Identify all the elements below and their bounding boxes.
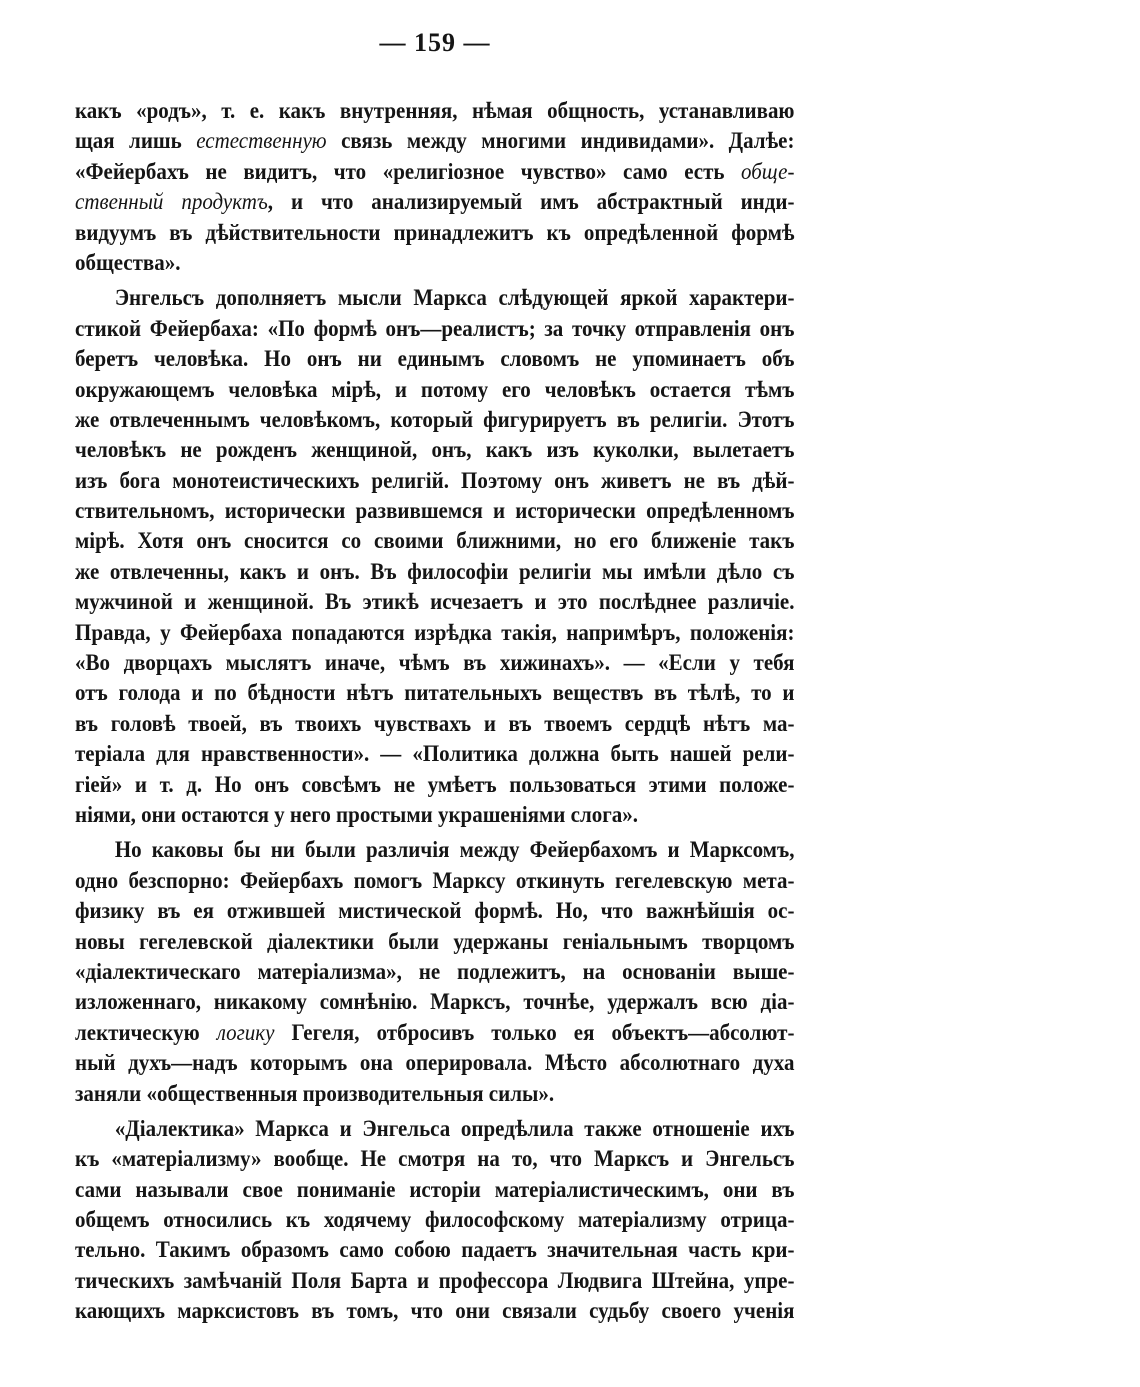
text-line <box>75 987 794 1017</box>
text-line <box>75 218 794 248</box>
text-line <box>75 405 794 435</box>
text-line <box>75 800 794 830</box>
text-line <box>75 1048 794 1078</box>
text-segment: ный духъ—надъ которымъ она оперировала. Мѣсто абсолютнаго духа <box>75 1050 795 1077</box>
text-line <box>75 1296 794 1326</box>
text-segment: Но каковы бы ни были различія между Фейербахомъ и Марксомъ, <box>114 837 795 864</box>
text-line <box>75 344 794 374</box>
text-line <box>75 1144 794 1174</box>
text-segment: ствительномъ, исторически развившемся и исторически опредѣленномъ <box>75 498 795 525</box>
text-line <box>75 526 794 556</box>
text-segment: «Фейербахъ не видитъ, что «религіозное чувство» само есть <box>75 158 742 185</box>
text-segment: же отвлеченнымъ человѣкомъ, который фигурируетъ въ религіи. Этотъ <box>75 406 795 433</box>
text-line <box>75 187 794 217</box>
text-line <box>75 496 794 526</box>
text-segment: беретъ человѣка. Но онъ ни единымъ словомъ не упоминаетъ объ <box>75 346 795 373</box>
text-segment: одно безспорно: Фейербахъ помогъ Марксу откинуть гегелевскую мета- <box>75 867 795 894</box>
text-line <box>75 1266 794 1296</box>
italic-text: естественную <box>196 128 327 155</box>
text-segment: сами называли свое пониманіе исторіи матеріалистическимъ, они въ <box>75 1176 795 1203</box>
text-line <box>75 248 794 278</box>
text-segment: ніями, они остаются у него простыми украшеніями слога». <box>75 801 638 828</box>
body-text <box>75 96 795 1327</box>
text-segment: теріала для нравственности». — «Политика должна быть нашей рели- <box>75 741 795 768</box>
text-line <box>75 957 794 987</box>
text-line <box>75 283 794 313</box>
text-line <box>75 835 794 865</box>
text-segment: какъ «родъ», т. е. какъ внутренняя, нѣмая общность, устанавливаю <box>75 98 795 124</box>
text-segment: видуумъ въ дѣйствительности принадлежитъ къ опредѣленной формѣ <box>75 219 795 246</box>
text-segment: Гегеля, отбросивъ только ея объектъ—абсолют- <box>274 1019 795 1046</box>
text-segment: общемъ относились къ ходячему философскому матеріализму отрица- <box>75 1207 795 1234</box>
text-line <box>75 1079 794 1109</box>
text-line <box>75 709 794 739</box>
text-line <box>75 927 794 957</box>
text-segment: стикой Фейербаха: «По формѣ онъ—реалистъ; за точку отправленія онъ <box>75 315 795 342</box>
italic-text: логику <box>216 1019 275 1046</box>
text-line <box>75 126 794 156</box>
text-segment: въ головѣ твоей, въ твоихъ чувствахъ и въ твоемъ сердцѣ нѣтъ ма- <box>75 710 795 737</box>
page-number: — 159 — <box>379 28 491 57</box>
text-segment: заняли «общественныя производительныя силы». <box>75 1080 555 1107</box>
text-line <box>75 466 794 496</box>
text-segment: мірѣ. Хотя онъ сносится со своими ближними, но его ближеніе такъ <box>75 528 795 555</box>
text-segment: тическихъ замѣчаній Поля Барта и профессора Людвига Штейна, упре- <box>75 1267 795 1294</box>
text-segment: новы гегелевской діалектики были удержаны геніальнымъ творцомъ <box>75 928 795 955</box>
text-line <box>75 1175 794 1205</box>
text-segment: Правда, у Фейербаха попадаются изрѣдка такія, напримѣръ, положенія: <box>75 619 795 646</box>
text-line <box>75 618 794 648</box>
text-segment: лектическую <box>75 1019 217 1046</box>
text-line <box>75 157 794 187</box>
italic-text: обще- <box>741 158 795 185</box>
text-line <box>75 770 794 800</box>
text-segment: «діалектическаго матеріализма», не подлежитъ, на основаніи выше- <box>75 958 795 985</box>
text-line <box>75 96 794 126</box>
text-segment: изъ бога монотеистическихъ религій. Поэтому онъ живетъ не въ дѣй- <box>75 467 795 494</box>
text-line <box>75 648 794 678</box>
text-segment: окружающемъ человѣка мірѣ, и потому его человѣкъ остается тѣмъ <box>75 376 795 403</box>
text-line <box>75 896 794 926</box>
text-line <box>75 866 794 896</box>
text-line <box>75 557 794 587</box>
text-segment: щая лишь <box>75 128 197 155</box>
text-segment: «Во дворцахъ мыслятъ иначе, чѣмъ въ хижинахъ». — «Если у тебя <box>75 650 795 677</box>
text-line <box>75 314 794 344</box>
text-segment: изложеннаго, никакому сомнѣнію. Марксъ, точнѣе, удержалъ всю діа- <box>75 989 795 1016</box>
italic-text: ственный продуктъ <box>75 189 268 216</box>
text-segment: физику въ ея отжившей мистической формѣ. Но, что важнѣйшія ос- <box>75 898 795 925</box>
text-segment: кающихъ марксистовъ въ томъ, что они связали судьбу своего ученія <box>75 1298 795 1325</box>
text-line <box>75 739 794 769</box>
text-line <box>75 678 794 708</box>
text-line <box>75 375 794 405</box>
text-line <box>75 1018 794 1048</box>
text-segment: «Діалектика» Маркса и Энгельса опредѣлила также отношеніе ихъ <box>114 1115 795 1142</box>
text-segment: связь между многими индивидами». Далѣе: <box>326 128 795 155</box>
text-segment: Энгельсъ дополняетъ мысли Маркса слѣдующей яркой характери- <box>114 285 795 312</box>
text-line <box>75 435 794 465</box>
text-segment: тельно. Такимъ образомъ само собою падаетъ значительная часть кри- <box>75 1237 795 1264</box>
text-line <box>75 1235 794 1265</box>
text-segment: , и что анализируемый имъ абстрактный инди- <box>267 189 795 216</box>
text-segment: мужчиной и женщиной. Въ этикѣ исчезаетъ и это послѣднее различіе. <box>75 589 795 616</box>
text-segment: отъ голода и по бѣдности нѣтъ питательныхъ веществъ въ тѣлѣ, то и <box>75 680 795 707</box>
text-line <box>75 587 794 617</box>
text-line <box>75 1205 794 1235</box>
text-segment: къ «матеріализму» вообще. Не смотря на то, что Марксъ и Энгельсъ <box>75 1146 795 1173</box>
text-line <box>75 1114 794 1144</box>
text-segment: общества». <box>75 249 181 276</box>
text-segment: гіей» и т. д. Но онъ совсѣмъ не умѣетъ пользоваться этими положе- <box>75 771 795 798</box>
text-segment: же отвлеченны, какъ и онъ. Въ философіи религіи мы имѣли дѣло съ <box>75 558 795 585</box>
text-segment: человѣкъ не рожденъ женщиной, онъ, какъ изъ куколки, вылетаетъ <box>75 437 795 464</box>
